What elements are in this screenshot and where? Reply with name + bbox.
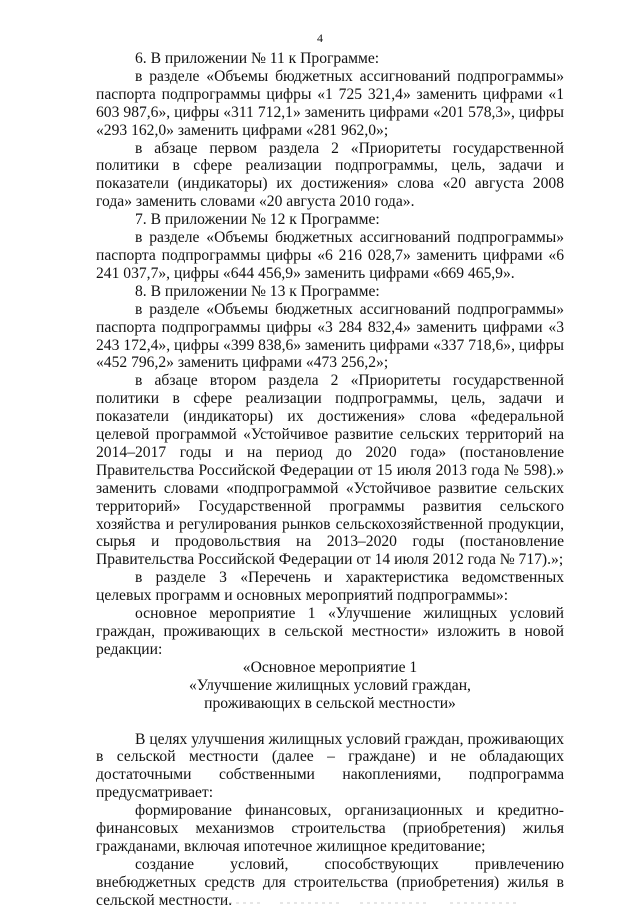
section-heading-line: «Основное мероприятие 1 — [242, 658, 418, 676]
paragraph: 7. В приложении № 12 к Программе: — [135, 211, 380, 229]
paragraph: в абзаце первом раздела 2 «Приоритеты государственной политики в сфере реализации подпрограммы, цель, задачи и показатели (индикаторы) их достижения» слова «20 августа 2008 года» заменить словами «20 августа 2010 года». — [96, 139, 564, 211]
paragraph: 6. В приложении № 11 к Программе: — [135, 50, 380, 67]
paragraph: в разделе «Объемы бюджетных ассигнований подпрограммы» паспорта подпрограммы цифры «6 216 028,7» заменить цифрами «6 241 037,7», цифры «644 456,9» заменить цифрами «669 465,9». — [96, 229, 564, 282]
paragraph: в разделе «Объемы бюджетных ассигнований подпрограммы» паспорта подпрограммы цифры «1 725 321,4» заменить цифрами «1 603 987,6», цифры «311 712,1» заменить цифрами «201 578,3», цифры «293 162,0» заменить цифрами «281 962,0»; — [96, 67, 564, 139]
document-body — [96, 50, 564, 910]
paragraph: формирование финансовых, организационных и кредитно-финансовых механизмов строительства (приобретения) жилья гражданами, включая ипотечное жилищное кредитование; — [96, 802, 564, 855]
section-heading-line: проживающих в сельской местности» — [204, 694, 456, 712]
blank-line — [96, 713, 564, 731]
paragraph: 8. В приложении № 13 к Программе: — [135, 282, 380, 300]
paragraph: В целях улучшения жилищных условий граждан, проживающих в сельской местности (далее – граждане) и не обладающих достаточными собственными накоплениями, подпрограмма предусматривает: — [96, 730, 564, 802]
page-number: 4 — [317, 31, 323, 45]
section-heading-line: «Улучшение жилищных условий граждан, — [189, 676, 471, 694]
scan-edge-marks — [0, 899, 640, 905]
paragraph: основное мероприятие 1 «Улучшение жилищных условий граждан, проживающих в сельской местности» изложить в новой редакции: — [96, 605, 564, 658]
paragraph: создание условий, способствующих привлечению внебюджетных средств для строительства (приобретения) жилья в сельской местности. — [96, 855, 564, 909]
paragraph: в разделе «Объемы бюджетных ассигнований подпрограммы» паспорта подпрограммы цифры «3 284 832,4» заменить цифрами «3 243 172,4», цифры «399 838,6» заменить цифрами «337 718,6», цифры «452 796,2» заменить цифрами «473 256,2»; — [96, 300, 564, 372]
paragraph: в абзаце втором раздела 2 «Приоритеты государственной политики в сфере реализации подпрограммы, цель, задачи и показатели (индикаторы) их достижения» слова «федеральной целевой программой «Устойчивое развитие сельских территорий на 2014–2017 годы и на период до 2020 года» (постановление Правительства Российской Федерации от 15 июля 2013 года № 598).» заменить словами «подпрограммой «Устойчивое развитие сельских территорий» Государственной программы развития сельского хозяйства и регулирования рынков сельскохозяйственной продукции, сырья и продовольствия на 2013–2020 годы (постановление Правительства Российской Федерации от 14 июля 2012 года № 717).»; — [96, 372, 564, 569]
paragraph: в разделе 3 «Перечень и характеристика ведомственных целевых программ и основных мероприятий подпрограммы»: — [96, 569, 564, 605]
